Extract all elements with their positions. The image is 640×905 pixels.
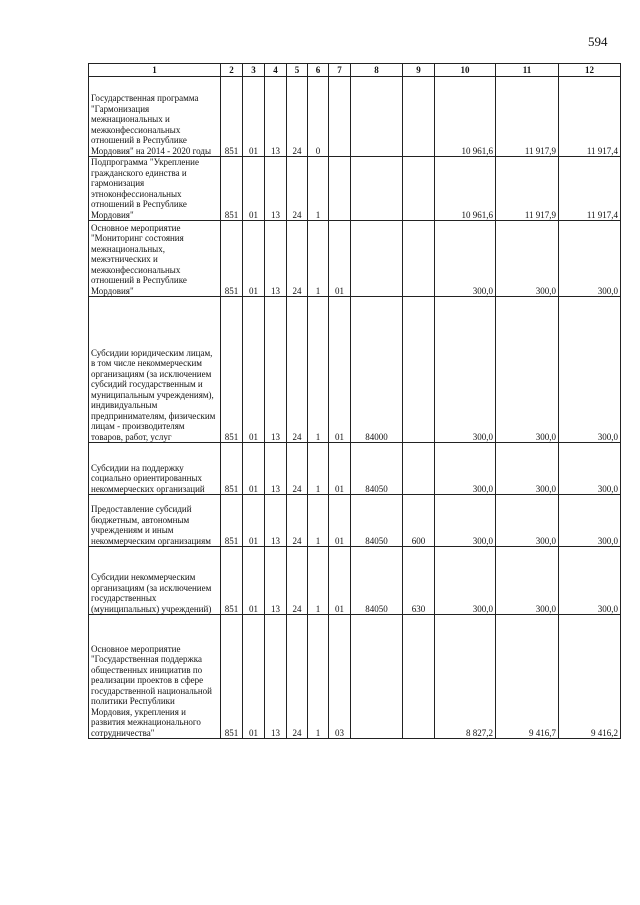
cell-col-3: 01 [243, 615, 265, 739]
cell-col-12: 300,0 [559, 547, 621, 615]
row-name: Предоставление субсидий бюджетным, автономным учреждениям и иным некоммерческим организациям [89, 495, 221, 547]
cell-col-4: 13 [265, 221, 287, 297]
table-row [89, 157, 621, 221]
page-number: 594 [588, 34, 608, 49]
cell-col-10: 10 961,6 [435, 157, 496, 221]
cell-col-9: 600 [403, 495, 435, 547]
row-name: Подпрограмма "Укрепление гражданского единства и гармонизация этноконфессиональных отношений в Республике Мордовия" [89, 157, 221, 221]
cell-col-10: 300,0 [435, 547, 496, 615]
cell-col-8: 84050 [351, 443, 403, 495]
cell-col-4: 13 [265, 297, 287, 443]
table-row [89, 297, 621, 443]
cell-col-11: 300,0 [496, 495, 559, 547]
row-name: Субсидии некоммерческим организациям (за исключением государственных (муниципальных) учреждений) [89, 547, 221, 615]
cell-col-2: 851 [221, 221, 243, 297]
cell-col-7 [329, 157, 351, 221]
cell-col-9 [403, 443, 435, 495]
column-header-7: 7 [329, 64, 351, 77]
cell-col-6: 1 [308, 297, 329, 443]
cell-col-3: 01 [243, 443, 265, 495]
cell-col-4: 13 [265, 495, 287, 547]
table-row [89, 221, 621, 297]
cell-col-7: 01 [329, 547, 351, 615]
cell-col-10: 8 827,2 [435, 615, 496, 739]
cell-col-7: 01 [329, 297, 351, 443]
column-header-4: 4 [265, 64, 287, 77]
row-name: Основное мероприятие "Мониторинг состояния межнациональных, межэтнических и межконфессиональных отношений в Республике Мордовия" [89, 221, 221, 297]
cell-col-12: 11 917,4 [559, 157, 621, 221]
table-row [89, 443, 621, 495]
row-name: Государственная программа "Гармонизация межнациональных и межконфессиональных отношений в Республике Мордовия" на 2014 - 2020 годы [89, 77, 221, 157]
cell-col-2: 851 [221, 157, 243, 221]
cell-col-5: 24 [287, 157, 308, 221]
cell-col-4: 13 [265, 547, 287, 615]
cell-col-5: 24 [287, 547, 308, 615]
cell-col-5: 24 [287, 443, 308, 495]
column-header-5: 5 [287, 64, 308, 77]
cell-col-7: 01 [329, 443, 351, 495]
cell-col-12: 300,0 [559, 297, 621, 443]
cell-col-11: 300,0 [496, 297, 559, 443]
cell-col-5: 24 [287, 495, 308, 547]
cell-col-11: 11 917,9 [496, 77, 559, 157]
budget-table [88, 63, 621, 739]
cell-col-3: 01 [243, 547, 265, 615]
cell-col-12: 300,0 [559, 221, 621, 297]
table-row [89, 77, 621, 157]
cell-col-11: 300,0 [496, 221, 559, 297]
cell-col-6: 1 [308, 615, 329, 739]
cell-col-4: 13 [265, 157, 287, 221]
cell-col-3: 01 [243, 157, 265, 221]
cell-col-3: 01 [243, 495, 265, 547]
cell-col-5: 24 [287, 615, 308, 739]
cell-col-12: 300,0 [559, 495, 621, 547]
cell-col-12: 9 416,2 [559, 615, 621, 739]
cell-col-9 [403, 297, 435, 443]
header-row [89, 64, 621, 77]
cell-col-6: 1 [308, 495, 329, 547]
cell-col-2: 851 [221, 615, 243, 739]
column-header-11: 11 [496, 64, 559, 77]
column-header-9: 9 [403, 64, 435, 77]
cell-col-11: 300,0 [496, 547, 559, 615]
cell-col-8 [351, 77, 403, 157]
cell-col-6: 1 [308, 157, 329, 221]
cell-col-2: 851 [221, 297, 243, 443]
cell-col-12: 300,0 [559, 443, 621, 495]
cell-col-9 [403, 77, 435, 157]
cell-col-9 [403, 157, 435, 221]
cell-col-4: 13 [265, 615, 287, 739]
cell-col-2: 851 [221, 547, 243, 615]
cell-col-7: 01 [329, 221, 351, 297]
column-header-8: 8 [351, 64, 403, 77]
cell-col-7 [329, 77, 351, 157]
row-name: Субсидии на поддержку социально ориентированных некоммерческих организаций [89, 443, 221, 495]
column-header-6: 6 [308, 64, 329, 77]
table-row [89, 615, 621, 739]
cell-col-10: 300,0 [435, 221, 496, 297]
cell-col-10: 10 961,6 [435, 77, 496, 157]
cell-col-8 [351, 221, 403, 297]
column-header-1: 1 [89, 64, 221, 77]
cell-col-4: 13 [265, 443, 287, 495]
cell-col-5: 24 [287, 297, 308, 443]
cell-col-9 [403, 221, 435, 297]
cell-col-3: 01 [243, 297, 265, 443]
cell-col-7: 03 [329, 615, 351, 739]
row-name: Субсидии юридическим лицам, в том числе некоммерческим организациям (за исключением субсидий государственным и муниципальным учреждениям), индивидуальным предпринимателям, физическим лицам - производителям товаров, работ, услуг [89, 297, 221, 443]
cell-col-5: 24 [287, 77, 308, 157]
cell-col-3: 01 [243, 77, 265, 157]
cell-col-6: 1 [308, 221, 329, 297]
cell-col-10: 300,0 [435, 495, 496, 547]
cell-col-3: 01 [243, 221, 265, 297]
cell-col-2: 851 [221, 443, 243, 495]
cell-col-2: 851 [221, 77, 243, 157]
cell-col-8: 84050 [351, 547, 403, 615]
cell-col-11: 11 917,9 [496, 157, 559, 221]
cell-col-6: 1 [308, 443, 329, 495]
cell-col-8 [351, 157, 403, 221]
table-row [89, 495, 621, 547]
cell-col-9: 630 [403, 547, 435, 615]
cell-col-11: 300,0 [496, 443, 559, 495]
cell-col-11: 9 416,7 [496, 615, 559, 739]
table-body [89, 77, 621, 739]
cell-col-10: 300,0 [435, 297, 496, 443]
column-header-2: 2 [221, 64, 243, 77]
table-row [89, 547, 621, 615]
cell-col-9 [403, 615, 435, 739]
cell-col-7: 01 [329, 495, 351, 547]
row-name: Основное мероприятие "Государственная поддержка общественных инициатив по реализации проектов в сфере государственной национальной политики Республики Мордовия, укрепления и развития межнационального сотрудничества" [89, 615, 221, 739]
cell-col-4: 13 [265, 77, 287, 157]
column-header-12: 12 [559, 64, 621, 77]
cell-col-12: 11 917,4 [559, 77, 621, 157]
cell-col-5: 24 [287, 221, 308, 297]
cell-col-8 [351, 615, 403, 739]
cell-col-8: 84000 [351, 297, 403, 443]
column-header-10: 10 [435, 64, 496, 77]
cell-col-6: 1 [308, 547, 329, 615]
column-header-3: 3 [243, 64, 265, 77]
cell-col-2: 851 [221, 495, 243, 547]
cell-col-10: 300,0 [435, 443, 496, 495]
cell-col-6: 0 [308, 77, 329, 157]
cell-col-8: 84050 [351, 495, 403, 547]
